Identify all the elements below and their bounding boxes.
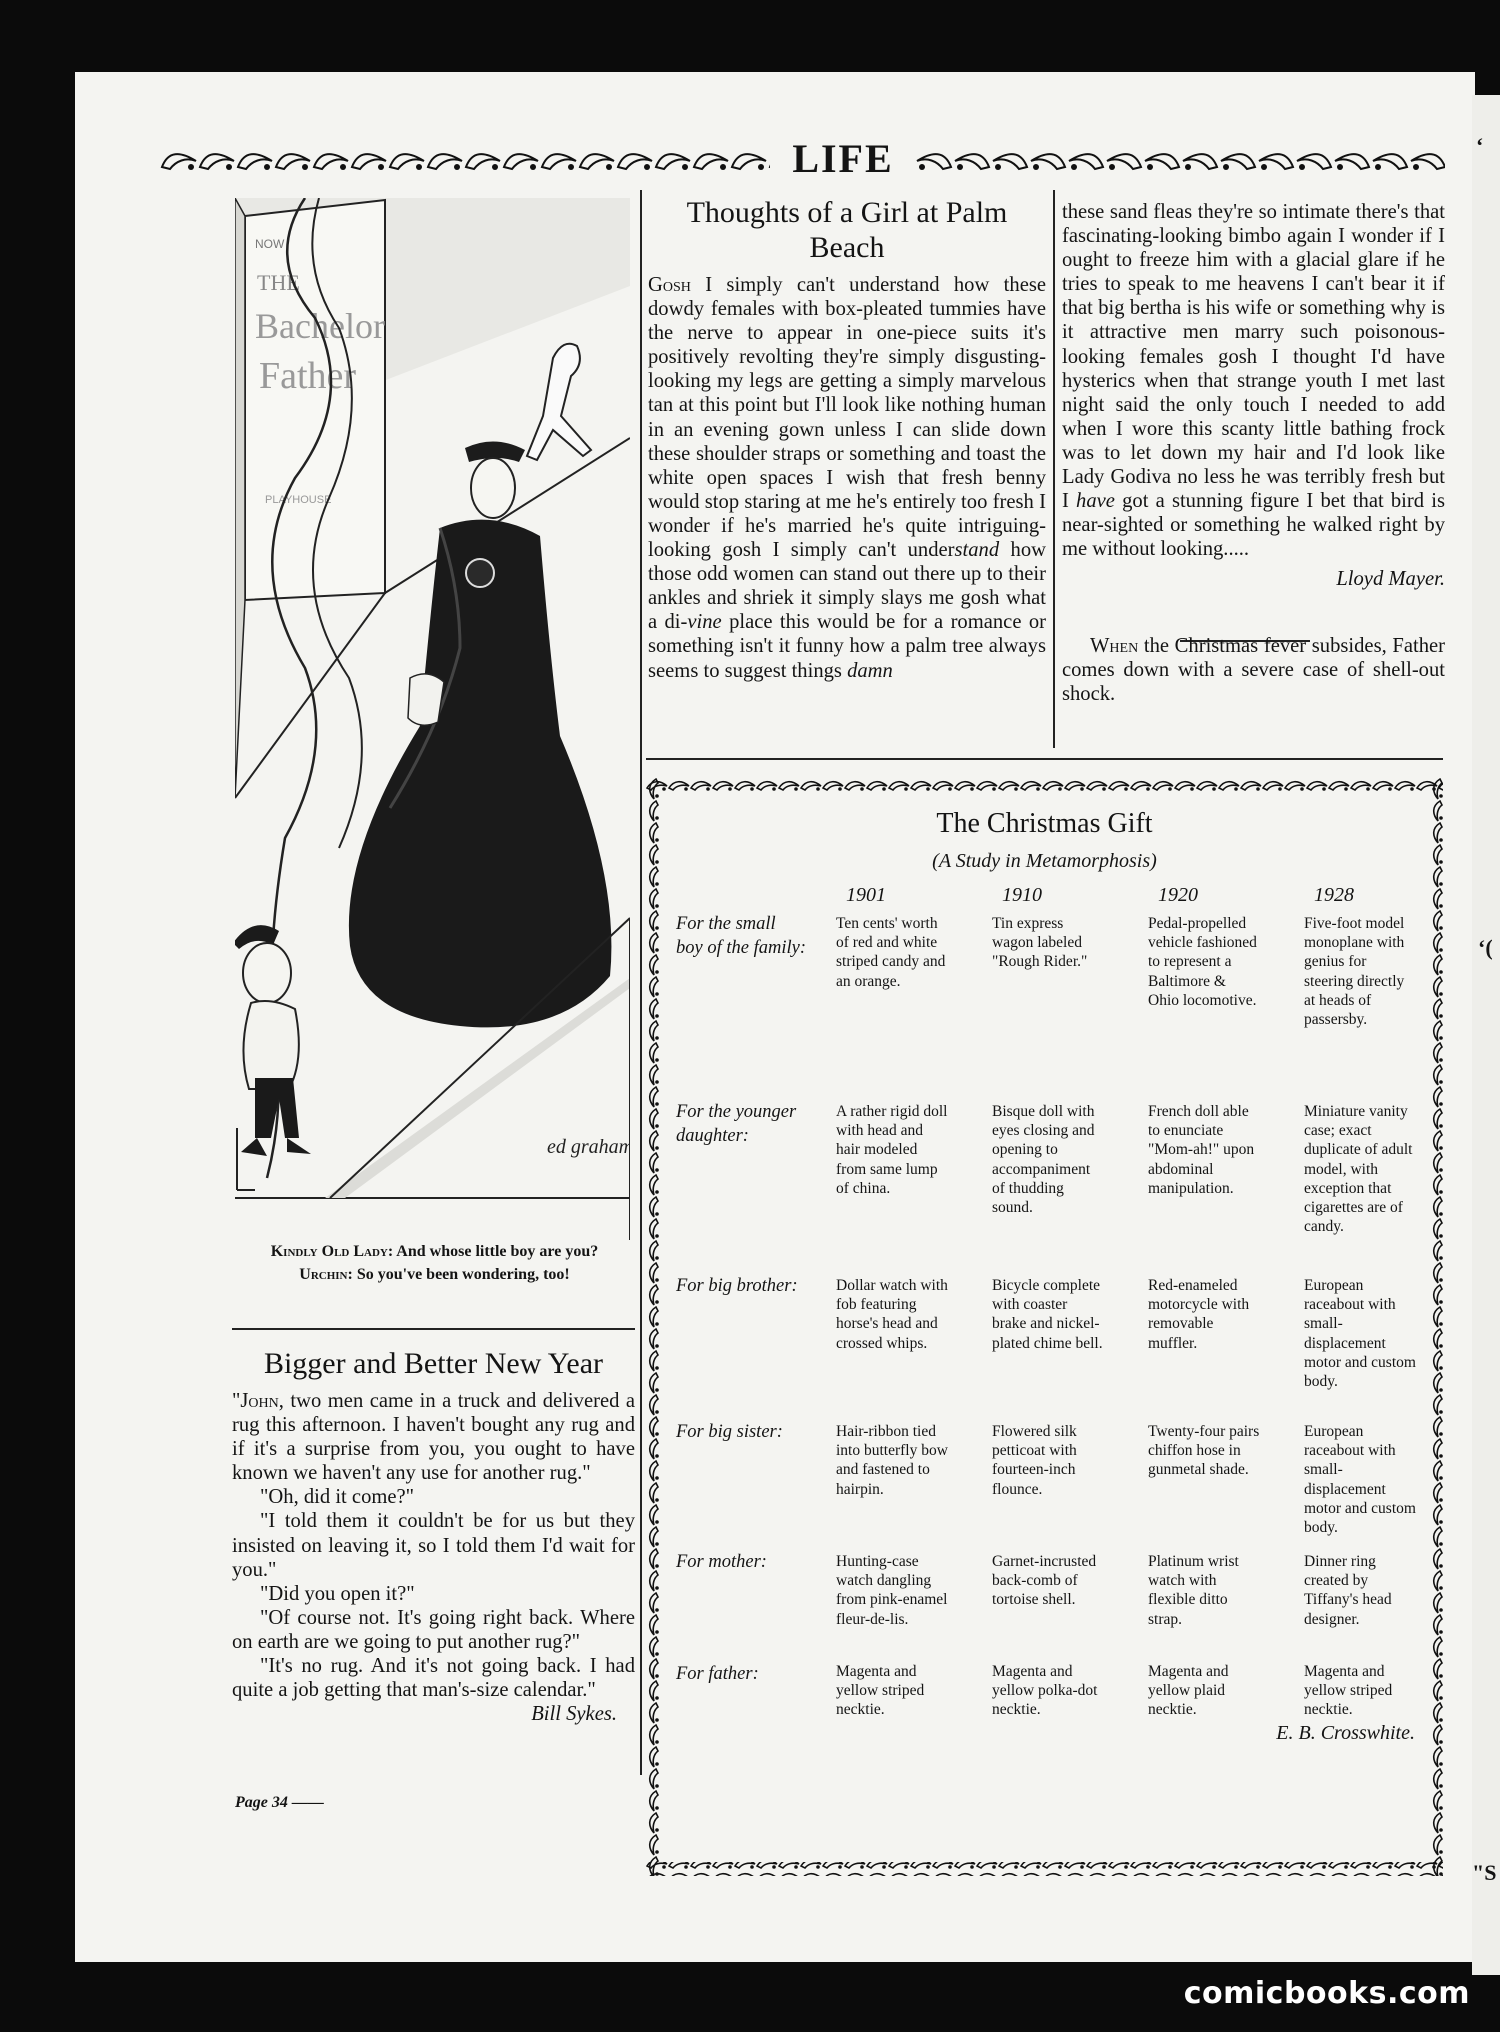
masthead-title: LIFE <box>792 136 894 181</box>
paragraph-text: I simply can't understand how these dowdy females with box-pleated tummies have the nerve to appear in one-piece suits it's positively revolting they're simply disgusting-looking my legs are getting a simply marvelous tan at this point but I'll look like nothing human in an evening gown unless I can slide down these shoulder straps or something and toast the white open spaces I wish that fresh benny would stop staring at me he's entirely too fresh I wonder if he's married he's quite intriguing-looking gosh I simply can't under <box>648 274 1046 562</box>
gift-title: The Christmas Gift <box>936 808 1153 839</box>
article-signature: Bill Sykes. <box>531 1703 617 1726</box>
gift-cell: Bicycle complete with coaster brake and nickel-plated chime bell. <box>992 1277 1103 1352</box>
poster-text: Bachelor <box>255 306 385 346</box>
paragraph-text: place this would be for a romance or something isn't it funny how a palm tree always seems to suggest things <box>648 611 1046 682</box>
recipient-label: For big brother: <box>676 1276 798 1296</box>
page-number-text: Page 34 <box>235 1794 288 1811</box>
poster-text: NOW <box>255 237 285 251</box>
recipient-label: For the younger daughter: <box>676 1102 797 1146</box>
gift-cell: Twenty-four pairs chiffon hose in gunmetal shade. <box>1148 1423 1260 1479</box>
palm-beach-article-continued <box>1062 200 1445 706</box>
paragraph-text: these sand fleas they're so intimate there's that fascinating-looking bimbo again I wonder if I ought to freeze him with a glacial glare if he tries to speak to me heavens I can't bear it if that big bertha is his wife or something why is it attractive men marry such poisonous-looking females gosh I thought I'd have hysterics when that strange youth I met last night said the only touch I needed to add when I wore this scanty little bathing frock was to let down my hair and I'd look like Lady Godiva no less he was terribly fresh but I <box>1062 201 1445 513</box>
paragraph <box>232 1654 635 1726</box>
emphasis: stand <box>954 539 1000 562</box>
gift-cell: Dinner ring created by Tiffany's head designer. <box>1304 1553 1392 1628</box>
cartoon-illustration <box>235 198 630 1240</box>
paren: ) <box>1150 850 1157 872</box>
year-header: 1920 <box>1158 884 1198 906</box>
poster-text: PLAYHOUSE <box>265 494 332 506</box>
column-rule <box>1053 190 1055 748</box>
gift-cell: Magenta and yellow plaid necktie. <box>1148 1663 1229 1719</box>
gift-cell: Bisque doll with eyes closing and opening to accompaniment of thudding sound. <box>992 1103 1095 1217</box>
gift-subtitle <box>646 850 1443 873</box>
paragraph: "Did you open it?" <box>260 1582 415 1605</box>
article-lead: Gosh <box>648 274 691 296</box>
adjacent-page-fragment: ‘ <box>1476 133 1484 158</box>
item-lead: When <box>1090 634 1139 657</box>
gift-cell: Magenta and yellow striped necktie. <box>836 1663 925 1719</box>
gift-cell: Magenta and yellow polka-dot necktie. <box>992 1663 1098 1719</box>
caption-line: And whose little boy are you? <box>393 1243 599 1260</box>
gift-cell: French doll able to enunciate "Mom-ah!" upon abdominal manipulation. <box>1148 1103 1255 1197</box>
paragraph-text: "It's no rug. And it's not going back. I had quite a job getting that man's-size calendar." <box>232 1655 635 1702</box>
page-number: Page 34 —— <box>235 1794 324 1811</box>
gift-cell: Flowered silk petticoat with fourteen-inch flounce. <box>992 1423 1077 1498</box>
gift-cell: Pedal-propelled vehicle fashioned to represent a Baltimore & Ohio locomotive. <box>1148 915 1257 1009</box>
caption-line: So you've been wondering, too! <box>352 1266 570 1283</box>
year-header: 1928 <box>1314 884 1354 906</box>
christmas-fever-item <box>1062 634 1445 706</box>
gift-cell: A rather rigid doll with head and hair modeled from same lump of china. <box>836 1103 948 1197</box>
gift-cell: Garnet-incrusted back-comb of tortoise shell. <box>992 1553 1097 1609</box>
artist-signature: ed graham <box>547 1136 630 1158</box>
holly-border-left-icon <box>160 147 770 173</box>
christmas-gift-box <box>646 778 1443 1876</box>
caption-speaker: Urchin: <box>299 1266 353 1283</box>
article-title: Thoughts of a Girl at Palm Beach <box>686 196 1008 264</box>
paragraph-text: how those odd women can stand out there up to their ankles and shriek it simply slays me gosh what a di- <box>648 539 1046 634</box>
section-rule <box>232 1328 635 1330</box>
article-title: Bigger and Better New Year <box>263 1347 604 1380</box>
column-rule <box>640 190 642 1775</box>
gift-cell: Five-foot model monoplane with genius for steering directly at heads of passersby. <box>1304 915 1405 1029</box>
gift-cell: European raceabout with small-displacement motor and custom body. <box>1304 1277 1416 1391</box>
paragraph: "Oh, did it come?" <box>260 1486 415 1509</box>
poster-text: THE <box>257 270 300 295</box>
paragraph: "I told them it couldn't be for us but they insisted on leaving it, so I told them I'd wait for you." <box>232 1510 635 1581</box>
cartoon-caption <box>232 1240 637 1286</box>
adjacent-page-edge <box>1472 95 1500 1975</box>
emphasis: damn <box>847 659 893 682</box>
article-lead: John <box>240 1390 279 1412</box>
gift-cell: Miniature vanity case; exact duplicate of adult model, with exception that cigarettes are of candy. <box>1304 1103 1413 1236</box>
section-rule <box>646 758 1443 760</box>
quote-mark: " <box>232 1390 241 1412</box>
new-year-article <box>232 1346 635 1726</box>
recipient-label: For mother: <box>676 1552 767 1572</box>
gift-cell: European raceabout with small-displacement motor and custom body. <box>1304 1423 1416 1537</box>
year-header: 1910 <box>1002 884 1042 906</box>
gift-cell: Platinum wrist watch with flexible ditto strap. <box>1148 1553 1239 1628</box>
caption-speaker: Kindly Old Lady: <box>270 1243 394 1260</box>
article-signature: Lloyd Mayer. <box>1336 568 1445 591</box>
paragraph-text: got a stunning figure I bet that bird is near-sighted or something he walked right by me without looking..... <box>1062 490 1445 561</box>
gift-cell: Hunting-case watch dangling from pink-enamel fleur-de-lis. <box>836 1553 948 1628</box>
adjacent-page-fragment: "S <box>1472 1860 1497 1885</box>
adjacent-page-fragment: ‘( <box>1478 935 1493 960</box>
year-header: 1901 <box>846 884 886 906</box>
paragraph: "Of course not. It's going right back. Where on earth are we going to put another rug?" <box>232 1606 635 1653</box>
subtitle-text: A Study in Metamorphosis <box>938 850 1151 872</box>
holly-border-right-icon <box>915 147 1445 173</box>
recipient-label: For the small boy of the family: <box>676 914 806 958</box>
emphasis: have <box>1076 490 1115 513</box>
gift-cell: Magenta and yellow striped necktie. <box>1304 1663 1393 1719</box>
recipient-label: For father: <box>676 1664 759 1684</box>
paragraph-text: the Christmas fever subsides, Father comes down with a severe case of shell-out shock. <box>1062 634 1445 705</box>
gift-cell: Tin express wagon labeled "Rough Rider." <box>992 915 1088 971</box>
gift-cell: Hair-ribbon tied into butterfly bow and fastened to hairpin. <box>836 1423 948 1498</box>
gift-cell: Dollar watch with fob featuring horse's head and crossed whips. <box>836 1277 948 1352</box>
poster-text: Father <box>259 355 357 397</box>
recipient-label: For big sister: <box>676 1422 783 1442</box>
gift-signature: E. B. Crosswhite. <box>1276 1722 1415 1744</box>
emphasis: vine <box>687 611 722 634</box>
masthead <box>160 135 1445 185</box>
palm-beach-article <box>648 195 1046 735</box>
cartoon-drawing <box>235 198 630 1240</box>
paren: ( <box>932 850 939 872</box>
watermark: comicbooks.com <box>1183 1976 1470 2011</box>
gift-cell: Ten cents' worth of red and white striped candy and an orange. <box>836 915 946 990</box>
paragraph: , two men came in a truck and delivered a rug this afternoon. I haven't bought any rug and if it's a surprise from you, you ought to have known we haven't any use for another rug." <box>232 1390 635 1485</box>
gift-cell: Red-enameled motorcycle with removable muffler. <box>1148 1277 1250 1352</box>
